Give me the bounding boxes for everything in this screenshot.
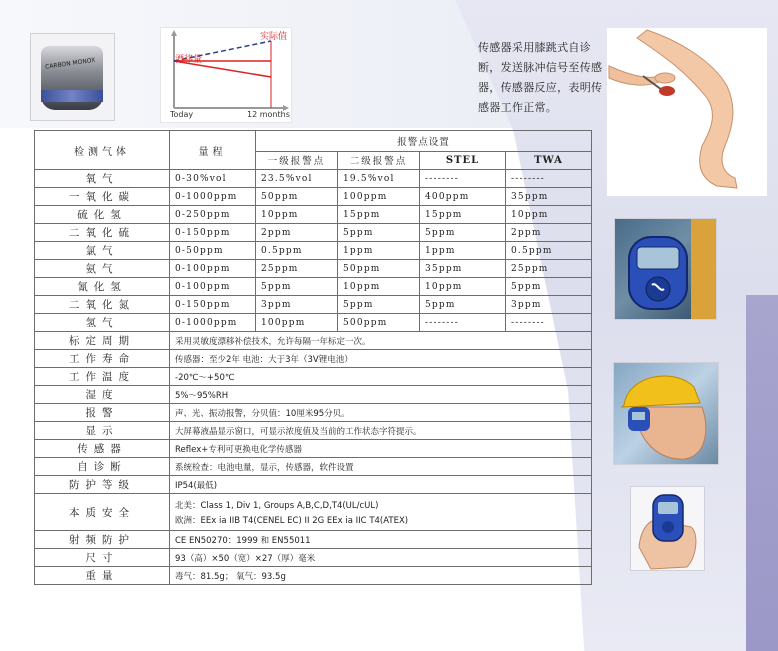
gas-name-cell: 硫化氢 — [35, 206, 170, 224]
twa-cell: -------- — [506, 170, 592, 188]
stel-cell: -------- — [420, 314, 506, 332]
header-twa: TWA — [506, 151, 592, 169]
table-header-row — [35, 131, 592, 152]
level2-cell: 1ppm — [338, 242, 420, 260]
spec-label-cell: 标定周期 — [35, 332, 170, 350]
level1-cell: 100ppm — [256, 314, 338, 332]
twa-cell: -------- — [506, 314, 592, 332]
spec-label-cell: 自诊断 — [35, 458, 170, 476]
gas-name-cell: 二氧化硫 — [35, 224, 170, 242]
spec-label-cell: 本质安全 — [35, 494, 170, 531]
spec-label-cell: 工作温度 — [35, 368, 170, 386]
level2-cell: 5ppm — [338, 296, 420, 314]
table-row — [35, 260, 592, 278]
spec-value-cell — [170, 494, 592, 531]
knee-reflex-illustration — [607, 28, 767, 196]
hand-held-detector-illustration — [631, 487, 704, 570]
spec-value-cell: IP54(最低) — [170, 476, 592, 494]
level1-cell: 0.5ppm — [256, 242, 338, 260]
table-row — [35, 494, 592, 531]
spec-label-cell: 湿度 — [35, 386, 170, 404]
gas-detector-illustration — [615, 219, 716, 319]
table-row — [35, 531, 592, 549]
header-range: 量程 — [170, 131, 256, 170]
spec-value-cell: 毒气：81.5g； 氧气：93.5g — [170, 567, 592, 585]
twa-cell: 5ppm — [506, 278, 592, 296]
table-row — [35, 314, 592, 332]
twa-cell: 3ppm — [506, 296, 592, 314]
range-cell: 0-1000ppm — [170, 314, 256, 332]
gas-name-cell: 氰化氢 — [35, 278, 170, 296]
gas-name-cell: 氯气 — [35, 242, 170, 260]
range-cell: 0-150ppm — [170, 224, 256, 242]
table-row — [35, 476, 592, 494]
spec-value-cell: 大屏幕液晶显示窗口，可显示浓度值及当前的工作状态字符提示。 — [170, 422, 592, 440]
level2-cell: 100ppm — [338, 188, 420, 206]
drift-label: 漂移量 — [175, 55, 203, 65]
level1-cell: 25ppm — [256, 260, 338, 278]
spec-value-cell: Reflex+专利可更换电化学传感器 — [170, 440, 592, 458]
range-cell: 0-50ppm — [170, 242, 256, 260]
twa-cell: 35ppm — [506, 188, 592, 206]
twa-cell: 2ppm — [506, 224, 592, 242]
drift-chart-svg — [161, 28, 291, 122]
header-level1: 一级报警点 — [256, 151, 338, 169]
sensor-photo — [30, 33, 115, 121]
table-row — [35, 422, 592, 440]
spec-label-cell: 防护等级 — [35, 476, 170, 494]
level2-cell: 50ppm — [338, 260, 420, 278]
spec-value-cell: 系统检查：电池电量，显示，传感器，软件设置 — [170, 458, 592, 476]
table-row — [35, 350, 592, 368]
range-cell: 0-100ppm — [170, 278, 256, 296]
knee-reflex-photo — [607, 28, 767, 196]
table-row — [35, 404, 592, 422]
stel-cell: 10ppm — [420, 278, 506, 296]
spec-value-cell: 采用灵敏度漂移补偿技术，允许每隔一年标定一次。 — [170, 332, 592, 350]
spec-value-line: 欧洲：EEx ia IIB T4(CENEL EC) II 2G EEx ia IIC T4(ATEX) — [175, 515, 409, 526]
table-row — [35, 458, 592, 476]
drift-y-arrow — [171, 30, 177, 36]
gas-name-cell: 二氧化氮 — [35, 296, 170, 314]
level2-cell: 5ppm — [338, 224, 420, 242]
stel-cell: 35ppm — [420, 260, 506, 278]
spec-value-cell: -20℃～+50℃ — [170, 368, 592, 386]
gas-name-cell: 一氧化碳 — [35, 188, 170, 206]
worker-photo — [613, 362, 719, 465]
level2-cell: 10ppm — [338, 278, 420, 296]
level2-cell: 19.5%vol — [338, 170, 420, 188]
table-row — [35, 188, 592, 206]
stel-cell: 5ppm — [420, 224, 506, 242]
level1-cell: 2ppm — [256, 224, 338, 242]
range-cell: 0-100ppm — [170, 260, 256, 278]
level1-cell: 23.5%vol — [256, 170, 338, 188]
level1-cell: 5ppm — [256, 278, 338, 296]
stel-cell: 5ppm — [420, 296, 506, 314]
spec-label-cell: 显示 — [35, 422, 170, 440]
spec-value-cell: 93（高）×50（宽）×27（厚）毫米 — [170, 549, 592, 567]
stel-cell: 15ppm — [420, 206, 506, 224]
gas-name-cell: 氧气 — [35, 170, 170, 188]
level2-cell: 15ppm — [338, 206, 420, 224]
gas-name-cell: 氢气 — [35, 314, 170, 332]
range-cell: 0-250ppm — [170, 206, 256, 224]
table-row — [35, 206, 592, 224]
twa-cell: 25ppm — [506, 260, 592, 278]
range-cell: 0-1000ppm — [170, 188, 256, 206]
gas-detector-photo — [614, 218, 717, 320]
table-row — [35, 332, 592, 350]
header-alarm-group: 报警点设置 — [256, 131, 592, 152]
spec-label-cell: 射频防护 — [35, 531, 170, 549]
table-row — [35, 386, 592, 404]
table-row — [35, 549, 592, 567]
level2-cell: 500ppm — [338, 314, 420, 332]
table-row — [35, 368, 592, 386]
stel-cell: 1ppm — [420, 242, 506, 260]
spec-label-cell: 传感器 — [35, 440, 170, 458]
spec-value-cell: 声、光、振动报警，分贝值：10厘米95分贝。 — [170, 404, 592, 422]
spec-value-cell: CE EN50270：1999 和 EN55011 — [170, 531, 592, 549]
table-row — [35, 170, 592, 188]
level1-cell: 10ppm — [256, 206, 338, 224]
table-row — [35, 224, 592, 242]
twa-cell: 10ppm — [506, 206, 592, 224]
worker-illustration — [614, 363, 718, 464]
range-cell: 0-150ppm — [170, 296, 256, 314]
stel-cell: -------- — [420, 170, 506, 188]
self-test-description: 传感器采用膝跳式自诊断，发送脉冲信号至传感器，传感器反应，表明传感器工作正常。 — [478, 41, 603, 114]
spec-value-cell: 5%～95%RH — [170, 386, 592, 404]
actual-value-label: 实际值 — [260, 32, 288, 42]
spec-rows — [35, 332, 592, 585]
table-row — [35, 440, 592, 458]
x-axis-end-label: 12 months — [247, 110, 290, 119]
table-row — [35, 567, 592, 585]
purple-edge-stripe — [746, 295, 778, 651]
drift-chart — [160, 27, 292, 123]
stel-cell: 400ppm — [420, 188, 506, 206]
range-cell: 0-30%vol — [170, 170, 256, 188]
gas-name-cell: 氨气 — [35, 260, 170, 278]
header-gas: 检测气体 — [35, 131, 170, 170]
header-level2: 二级报警点 — [338, 151, 420, 169]
spec-table — [34, 130, 592, 585]
spec-label-cell: 报警 — [35, 404, 170, 422]
table-row — [35, 296, 592, 314]
gas-rows — [35, 170, 592, 332]
table-row — [35, 242, 592, 260]
x-axis-start-label: Today — [170, 110, 194, 119]
table-row — [35, 278, 592, 296]
twa-cell: 0.5ppm — [506, 242, 592, 260]
spec-label-cell: 重量 — [35, 567, 170, 585]
spec-label-cell: 尺寸 — [35, 549, 170, 567]
sensor-band — [41, 90, 103, 102]
sensor-photo-label: CARBON MONOX — [44, 56, 96, 71]
spec-label-cell: 工作寿命 — [35, 350, 170, 368]
spec-value-line: 北美：Class 1, Div 1, Groups A,B,C,D,T4(UL/cUL) — [175, 500, 379, 511]
hand-held-detector-photo — [630, 486, 705, 571]
spec-value-cell: 传感器：至少2年 电池：大于3年（3V锂电池） — [170, 350, 592, 368]
level1-cell: 3ppm — [256, 296, 338, 314]
header-stel: STEL — [420, 151, 506, 169]
level1-cell: 50ppm — [256, 188, 338, 206]
